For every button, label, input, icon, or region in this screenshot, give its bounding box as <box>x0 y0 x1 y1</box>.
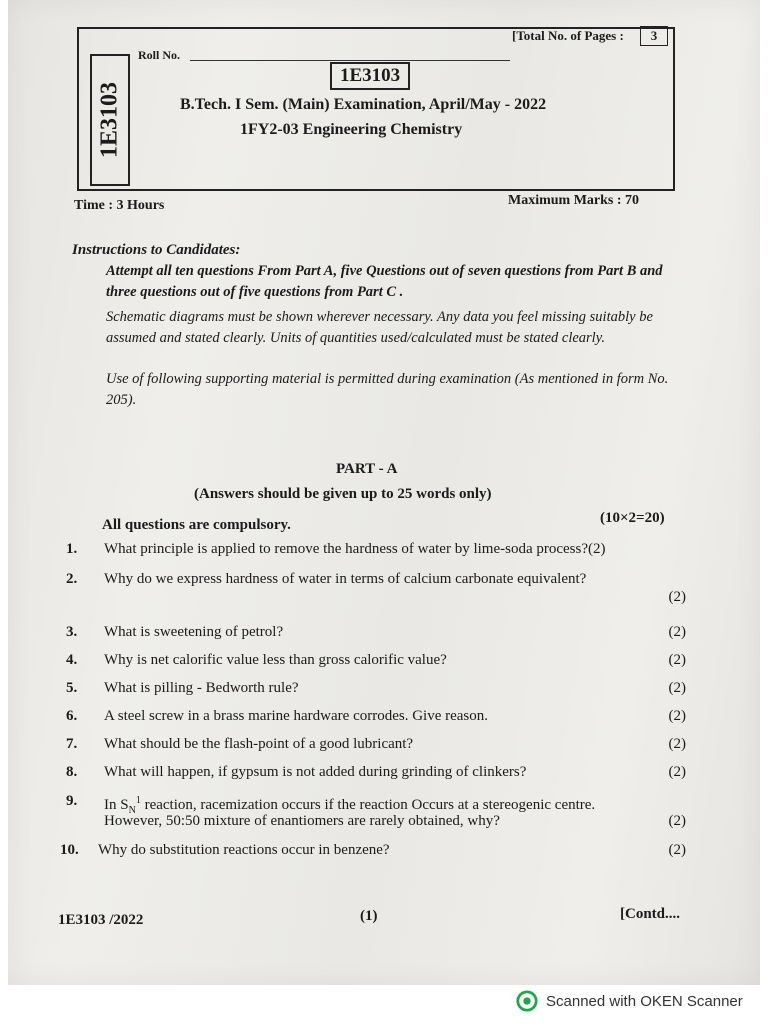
part-a-title: PART - A <box>336 461 398 477</box>
paper-code-vertical: 1E3103 <box>96 81 123 159</box>
question-text-subscript: N <box>128 805 136 816</box>
total-pages-value: 3 <box>640 26 668 46</box>
question-text: Why do substitution reactions occur in benzene? <box>98 842 390 858</box>
instructions-title: Instructions to Candidates: <box>72 242 241 258</box>
maximum-marks: Maximum Marks : 70 <box>508 193 640 208</box>
question-number: 5. <box>66 680 78 696</box>
question-text-pre: In S <box>104 797 129 813</box>
question-text: Why is net calorific value less than gross calorific value? <box>104 652 447 668</box>
exam-title: B.Tech. I Sem. (Main) Examination, April/May - 2022 <box>180 96 547 113</box>
question-number: 4. <box>66 652 78 668</box>
question-number: 2. <box>66 571 78 587</box>
scanner-text: Scanned with OKEN Scanner <box>546 992 743 1010</box>
question-text: What is sweetening of petrol? <box>104 624 284 640</box>
question-number: 10. <box>60 842 79 858</box>
question-marks: (2) <box>668 680 686 696</box>
roll-no-label: Roll No. <box>138 48 180 62</box>
instruction-3: Use of following supporting material is permitted during examination (As mentioned in form No. 205). <box>106 371 669 408</box>
question-number: 1. <box>66 541 78 557</box>
question-marks: (2) <box>668 736 686 752</box>
question-marks: (2) <box>668 764 686 780</box>
question-number: 9. <box>66 793 78 809</box>
instruction-1: Attempt all ten questions From Part A, five Questions out of seven questions from Part B and three questions out of five questions from Part C . <box>106 263 663 300</box>
footer-page-number: (1) <box>360 908 378 924</box>
footer-paper-code: 1E3103 /2022 <box>58 912 144 928</box>
compulsory-note: All questions are compulsory. <box>102 517 291 533</box>
oken-scanner-logo-icon <box>516 990 538 1012</box>
total-pages-label: [Total No. of Pages : <box>512 28 624 43</box>
roll-no-line <box>190 60 510 61</box>
question-number: 8. <box>66 764 78 780</box>
question-text: What principle is applied to remove the hardness of water by lime-soda process?(2) <box>104 541 606 557</box>
question-marks: (2) <box>668 589 686 605</box>
question-9 <box>66 791 686 835</box>
question-number: 6. <box>66 708 78 724</box>
time-allowed: Time : 3 Hours <box>74 198 165 213</box>
question-marks: (2) <box>668 708 686 724</box>
question-2 <box>66 569 686 609</box>
part-a-subtitle: (Answers should be given up to 25 words only) <box>194 486 492 502</box>
question-marks: (2) <box>668 842 686 858</box>
question-text: What is pilling - Bedworth rule? <box>104 680 299 696</box>
scanner-watermark <box>516 990 743 1012</box>
question-text-line2: However, 50:50 mixture of enantiomers are rarely obtained, why? <box>104 813 500 829</box>
question-text: Why do we express hardness of water in terms of calcium carbonate equivalent? <box>104 571 587 587</box>
question-marks: (2) <box>668 624 686 640</box>
question-text: A steel screw in a brass marine hardware corrodes. Give reason. <box>104 708 489 724</box>
paper-code-box: 1E3103 <box>330 62 410 90</box>
question-text: What should be the flash-point of a good lubricant? <box>104 736 414 752</box>
subject-title: 1FY2-03 Engineering Chemistry <box>240 121 463 138</box>
question-marks: (2) <box>668 813 686 829</box>
question-marks: (2) <box>668 652 686 668</box>
paper-code-vertical-box <box>90 54 130 186</box>
question-text-superscript: 1 <box>135 795 141 806</box>
instruction-2: Schematic diagrams must be shown wherever necessary. Any data you feel missing suitably be assumed and stated clearly. Units of quantities used/calculated must be stated clearly. <box>106 309 653 346</box>
question-text-post: reaction, racemization occurs if the reaction Occurs at a stereogenic centre. <box>140 797 596 813</box>
question-number: 3. <box>66 624 78 640</box>
question-text: What will happen, if gypsum is not added during grinding of clinkers? <box>104 764 527 780</box>
part-a-marks: (10×2=20) <box>600 510 665 526</box>
question-number: 7. <box>66 736 78 752</box>
footer-continued: [Contd.... <box>620 906 681 922</box>
